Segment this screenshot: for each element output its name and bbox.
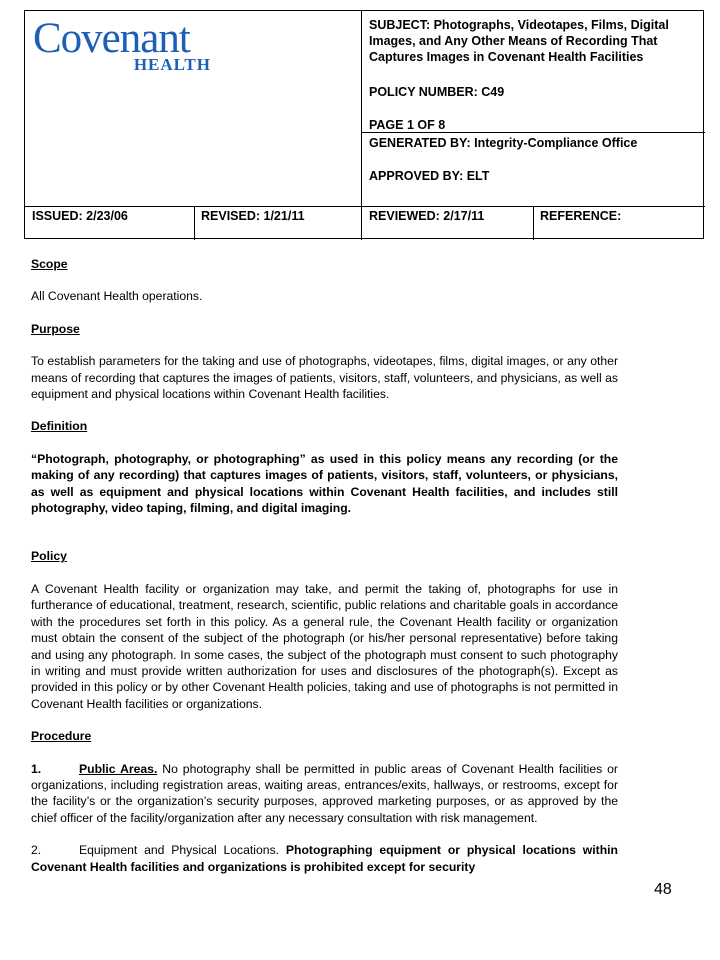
- policy-text: A Covenant Health facility or organization may take, and permit the taking of, photographs for use in furtherance of educational, treatment, research, scientific, public relations and charitable goals in accordance with the procedures set forth in this policy. As a general rule, the Covenant Health facility or organization must obtain the consent of the subject of the photograph (or his/her personal representative) before taking and using any photograph. In some cases, the subject of the photograph must consent to such photography in writing and must provide written authorization for uses and disclosures of the photograph(s). Except as provided in this policy or by other Covenant Health policies, taking and use of photographs is not permitted in Covenant Health facilities or organizations.: [31, 581, 618, 711]
- item-1-number: 1.: [31, 761, 42, 776]
- item-2-number: 2.: [31, 843, 42, 858]
- procedure-heading: Procedure: [31, 729, 92, 744]
- covenant-health-logo: [33, 17, 223, 79]
- slide-page-number: 48: [654, 881, 672, 898]
- issued-date: ISSUED: 2/23/06: [32, 209, 128, 223]
- reference-label: REFERENCE:: [540, 209, 622, 223]
- procedure-item-2: [31, 842, 618, 875]
- purpose-text: To establish parameters for the taking and use of photographs, videotapes, films, digital images, or any other means of recording that captures the images of patients, visitors, staff, volunteers, and physicians, as well as equipment and physical locations within Covenant Health facilities.: [31, 354, 618, 402]
- definition-text: “Photograph, photography, or photographing” as used in this policy means any recording (or the making of any recording) that captures images of patients, visitors, staff, volunteers, or physicians, as well as equipment and physical locations within Covenant Health facilities, and includes still photography, video taping, filming, and digital imaging.: [31, 451, 618, 516]
- header-divider-vertical-reviewed: [533, 206, 534, 240]
- procedure-item-1: [31, 761, 618, 827]
- logo-main-text: Covenant: [33, 15, 190, 62]
- reviewed-date: REVIEWED: 2/17/11: [369, 209, 485, 223]
- policy-heading: Policy: [31, 549, 67, 564]
- header-divider-vertical-issued: [194, 206, 195, 240]
- policy-number: POLICY NUMBER: C49: [369, 85, 505, 99]
- revised-date: REVISED: 1/21/11: [201, 209, 305, 223]
- policy-body: [31, 256, 618, 875]
- header-divider-horizontal-dates: [25, 206, 705, 207]
- subject-text: SUBJECT: Photographs, Videotapes, Films, Digital Images, and Any Other Means of Recording That Captures Images in Covenant Health Facilities: [369, 18, 669, 64]
- logo-sub-text: HEALTH: [133, 55, 211, 74]
- item-2-text: Photographing equipment or physical locations within Covenant Health facilities and organizations is prohibited except for security: [31, 843, 618, 874]
- approved-by: APPROVED BY: ELT: [369, 169, 490, 183]
- policy-header-table: [24, 10, 704, 239]
- scope-heading: Scope: [31, 257, 68, 271]
- item-1-text: No photography shall be permitted in public areas of Covenant Health facilities or organizations, including registration areas, waiting areas, entrances/exits, hallways, or restrooms, except for the facility’s or the organization’s security purposes, approved marketing purposes, or as approved by the chief officer of the facility/organization after any necessary consultation with risk management.: [31, 761, 618, 825]
- item-1-title: Public Areas.: [79, 761, 158, 776]
- scope-text: All Covenant Health operations.: [31, 289, 203, 304]
- item-2-title: Equipment and Physical Locations.: [79, 843, 280, 858]
- purpose-heading: Purpose: [31, 321, 80, 336]
- generated-by: GENERATED BY: Integrity-Compliance Office: [369, 136, 638, 150]
- page-count: PAGE 1 OF 8: [369, 118, 446, 132]
- definition-heading: Definition: [31, 419, 88, 434]
